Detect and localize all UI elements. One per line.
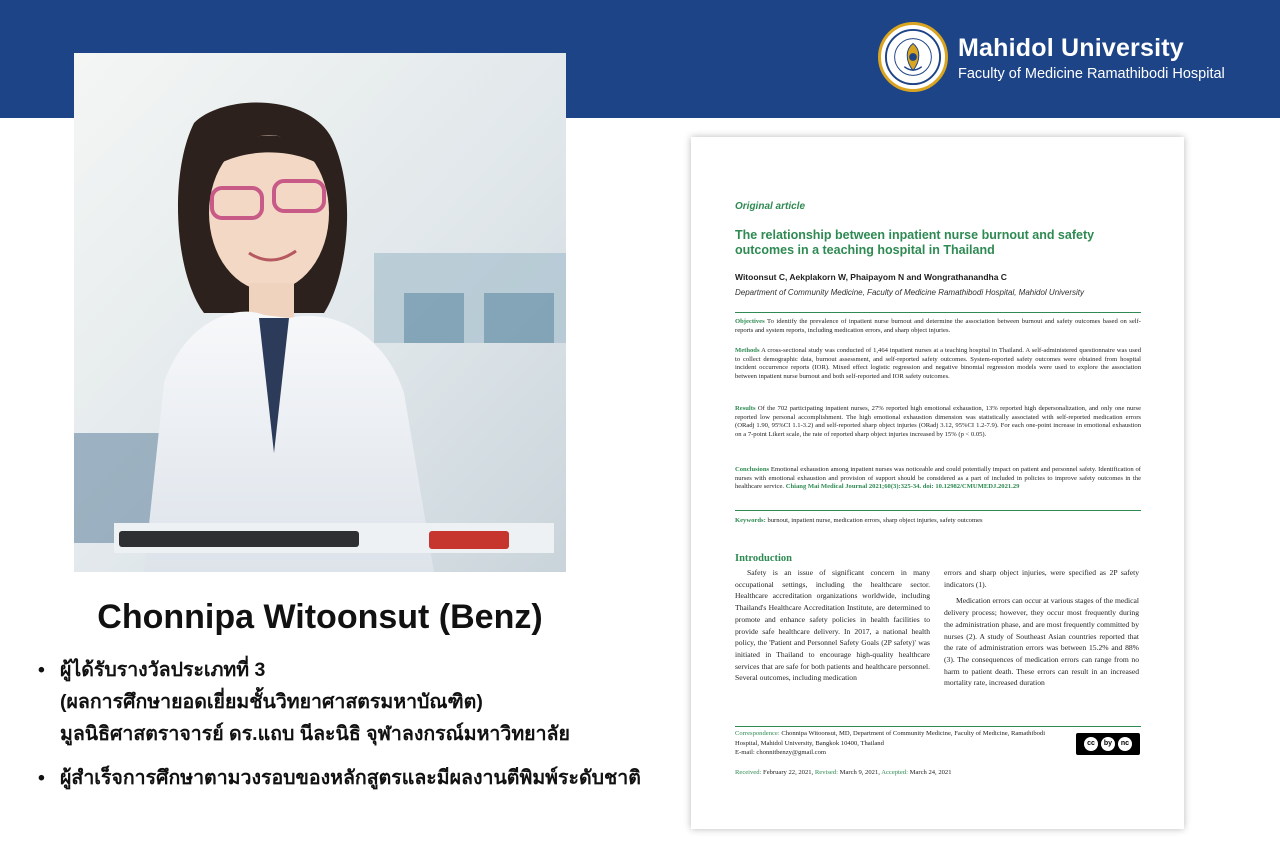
award-line: ผู้ได้รับรางวัลประเภทที่ 3 — [60, 659, 266, 681]
introduction-heading: Introduction — [735, 553, 792, 564]
article-dates: Received: February 22, 2021, Revised: March 9, 2021, Accepted: March 24, 2021 — [735, 769, 952, 776]
by-icon: by — [1101, 737, 1115, 751]
mahidol-seal-icon — [878, 22, 948, 92]
award-line: (ผลการศึกษายอดเยี่ยมชั้นวิทยาศาสตรมหาบัณฑิต) — [60, 691, 483, 713]
abstract-keywords: Keywords: burnout, inpatient nurse, medication errors, sharp object injuries, safety outcomes — [735, 517, 983, 524]
article-title: The relationship between inpatient nurse burnout and safety outcomes in a teaching hospital in Thailand — [735, 228, 1095, 257]
university-name: Mahidol University — [958, 34, 1184, 62]
abstract-conclusions: Conclusions Emotional exhaustion among inpatient nurses was noticeable and could potentially impact on patient and personnel safety. Identification of nurses with emotional exhaustion and provision of support should be considered as a part of included in policies to improve safety outcomes in the healthcare service. Chiang Mai Medical Journal 2021;60(3):325-34. doi: 10.12982/CMUMEDJ.2021.29 — [735, 466, 1141, 491]
award-item — [38, 654, 678, 750]
bullet-icon: • — [38, 767, 45, 789]
award-item — [38, 762, 678, 794]
correspondence: Correspondence: Chonnipa Witoonsut, MD, Department of Community Medicine, Faculty of Medicine, Ramathibodi Hospital, Mahidol University, Bangkok 10400, Thailand E-mail: chonnitbenzy@gmail.com — [735, 730, 1046, 757]
cc-icon: cc — [1084, 737, 1098, 751]
award-line: ผู้สำเร็จการศึกษาตามวงรอบของหลักสูตรและมีผลงานตีพิมพ์ระดับชาติ — [60, 767, 641, 789]
body-column-left: Safety is an issue of significant concern in many occupational settings, including the healthcare sector. Healthcare accreditation organizations worldwide, including Thailand's Healthcare Accreditation Institute, are determined to promote and enhance safety policies in health facilities to provide safe healthcare delivery. In 2017, a national health policy, the 'Patient and Personnel Safety Goals (2P safety)' was initiated in Thailand to encourage high-quality healthcare services that are safe for both patients and healthcare personnel. Several outcomes, including medication — [735, 568, 930, 683]
divider — [735, 510, 1141, 511]
article-department: Department of Community Medicine, Faculty of Medicine Ramathibodi Hospital, Mahidol University — [735, 288, 1085, 297]
abstract-objectives: Objectives To identify the prevalence of inpatient nurse burnout and determine the association between burnout and safety outcomes based on self-reports and system reports, including medication errors, and sharp object injuries. — [735, 318, 1141, 334]
bullet-icon: • — [38, 659, 45, 681]
body-column-right: errors and sharp object injuries, were specified as 2P safety indicators (1). Medication errors can occur at various stages of the medical delivery process; however, they occur most frequently during the administration phase, and are most frequently committed by nurses (2). A study of Southeast Asian countries reported that the rate of administration errors was between 15.2% and 88% (3). The consequences of medication errors can range from no harm to patient death. These errors can result in an increased mortality rate, increased duration — [944, 568, 1139, 688]
article-type: Original article — [735, 201, 806, 212]
award-line: มูลนิธิศาสตราจารย์ ดร.แถบ นีละนิธิ จุฬาลงกรณ์มหาวิทยาลัย — [60, 723, 570, 745]
portrait-photo — [74, 53, 566, 572]
creative-commons-badge — [1076, 733, 1140, 755]
nc-icon: nc — [1118, 737, 1132, 751]
divider — [735, 312, 1141, 313]
journal-article-page — [691, 137, 1184, 829]
article-authors: Witoonsut C, Aekplakorn W, Phaipayom N and Wongrathanandha C — [735, 272, 1007, 282]
divider — [735, 726, 1141, 727]
abstract-results: Results Of the 702 participating inpatient nurses, 27% reported high emotional exhaustion, 13% reported high depersonalization, and only one nurse reported low personal accomplishment. The high emotional exhaustion dimension was statistically associated with self-reported medication errors (ORadj 1.90, 95%CI 1.1-3.2) and self-reported sharp object injuries (ORadj 3.12, 95%CI 1.2-7.9). For each one-point increase in emotional exhaustion on a 7-point Likert scale, the rate of reported sharp object injuries increased by 15% (p < 0.05). — [735, 405, 1141, 438]
faculty-name: Faculty of Medicine Ramathibodi Hospital — [958, 66, 1225, 82]
award-list — [38, 654, 678, 794]
person-name: Chonnipa Witoonsut (Benz) — [97, 598, 543, 636]
abstract-methods: Methods A cross-sectional study was conducted of 1,464 inpatient nurses at a teaching hospital in Thailand. A self-administered questionnaire was used to collect demographic data, burnout assessment, and self-reported safety outcomes. System-reported safety outcomes were obtained from hospital incident occurrence reports (IOR). Mixed effect logistic regression and negative binomial regression models were used to explore the association between inpatient nurse burnout and both self-reported and IOR safety outcomes. — [735, 347, 1141, 380]
